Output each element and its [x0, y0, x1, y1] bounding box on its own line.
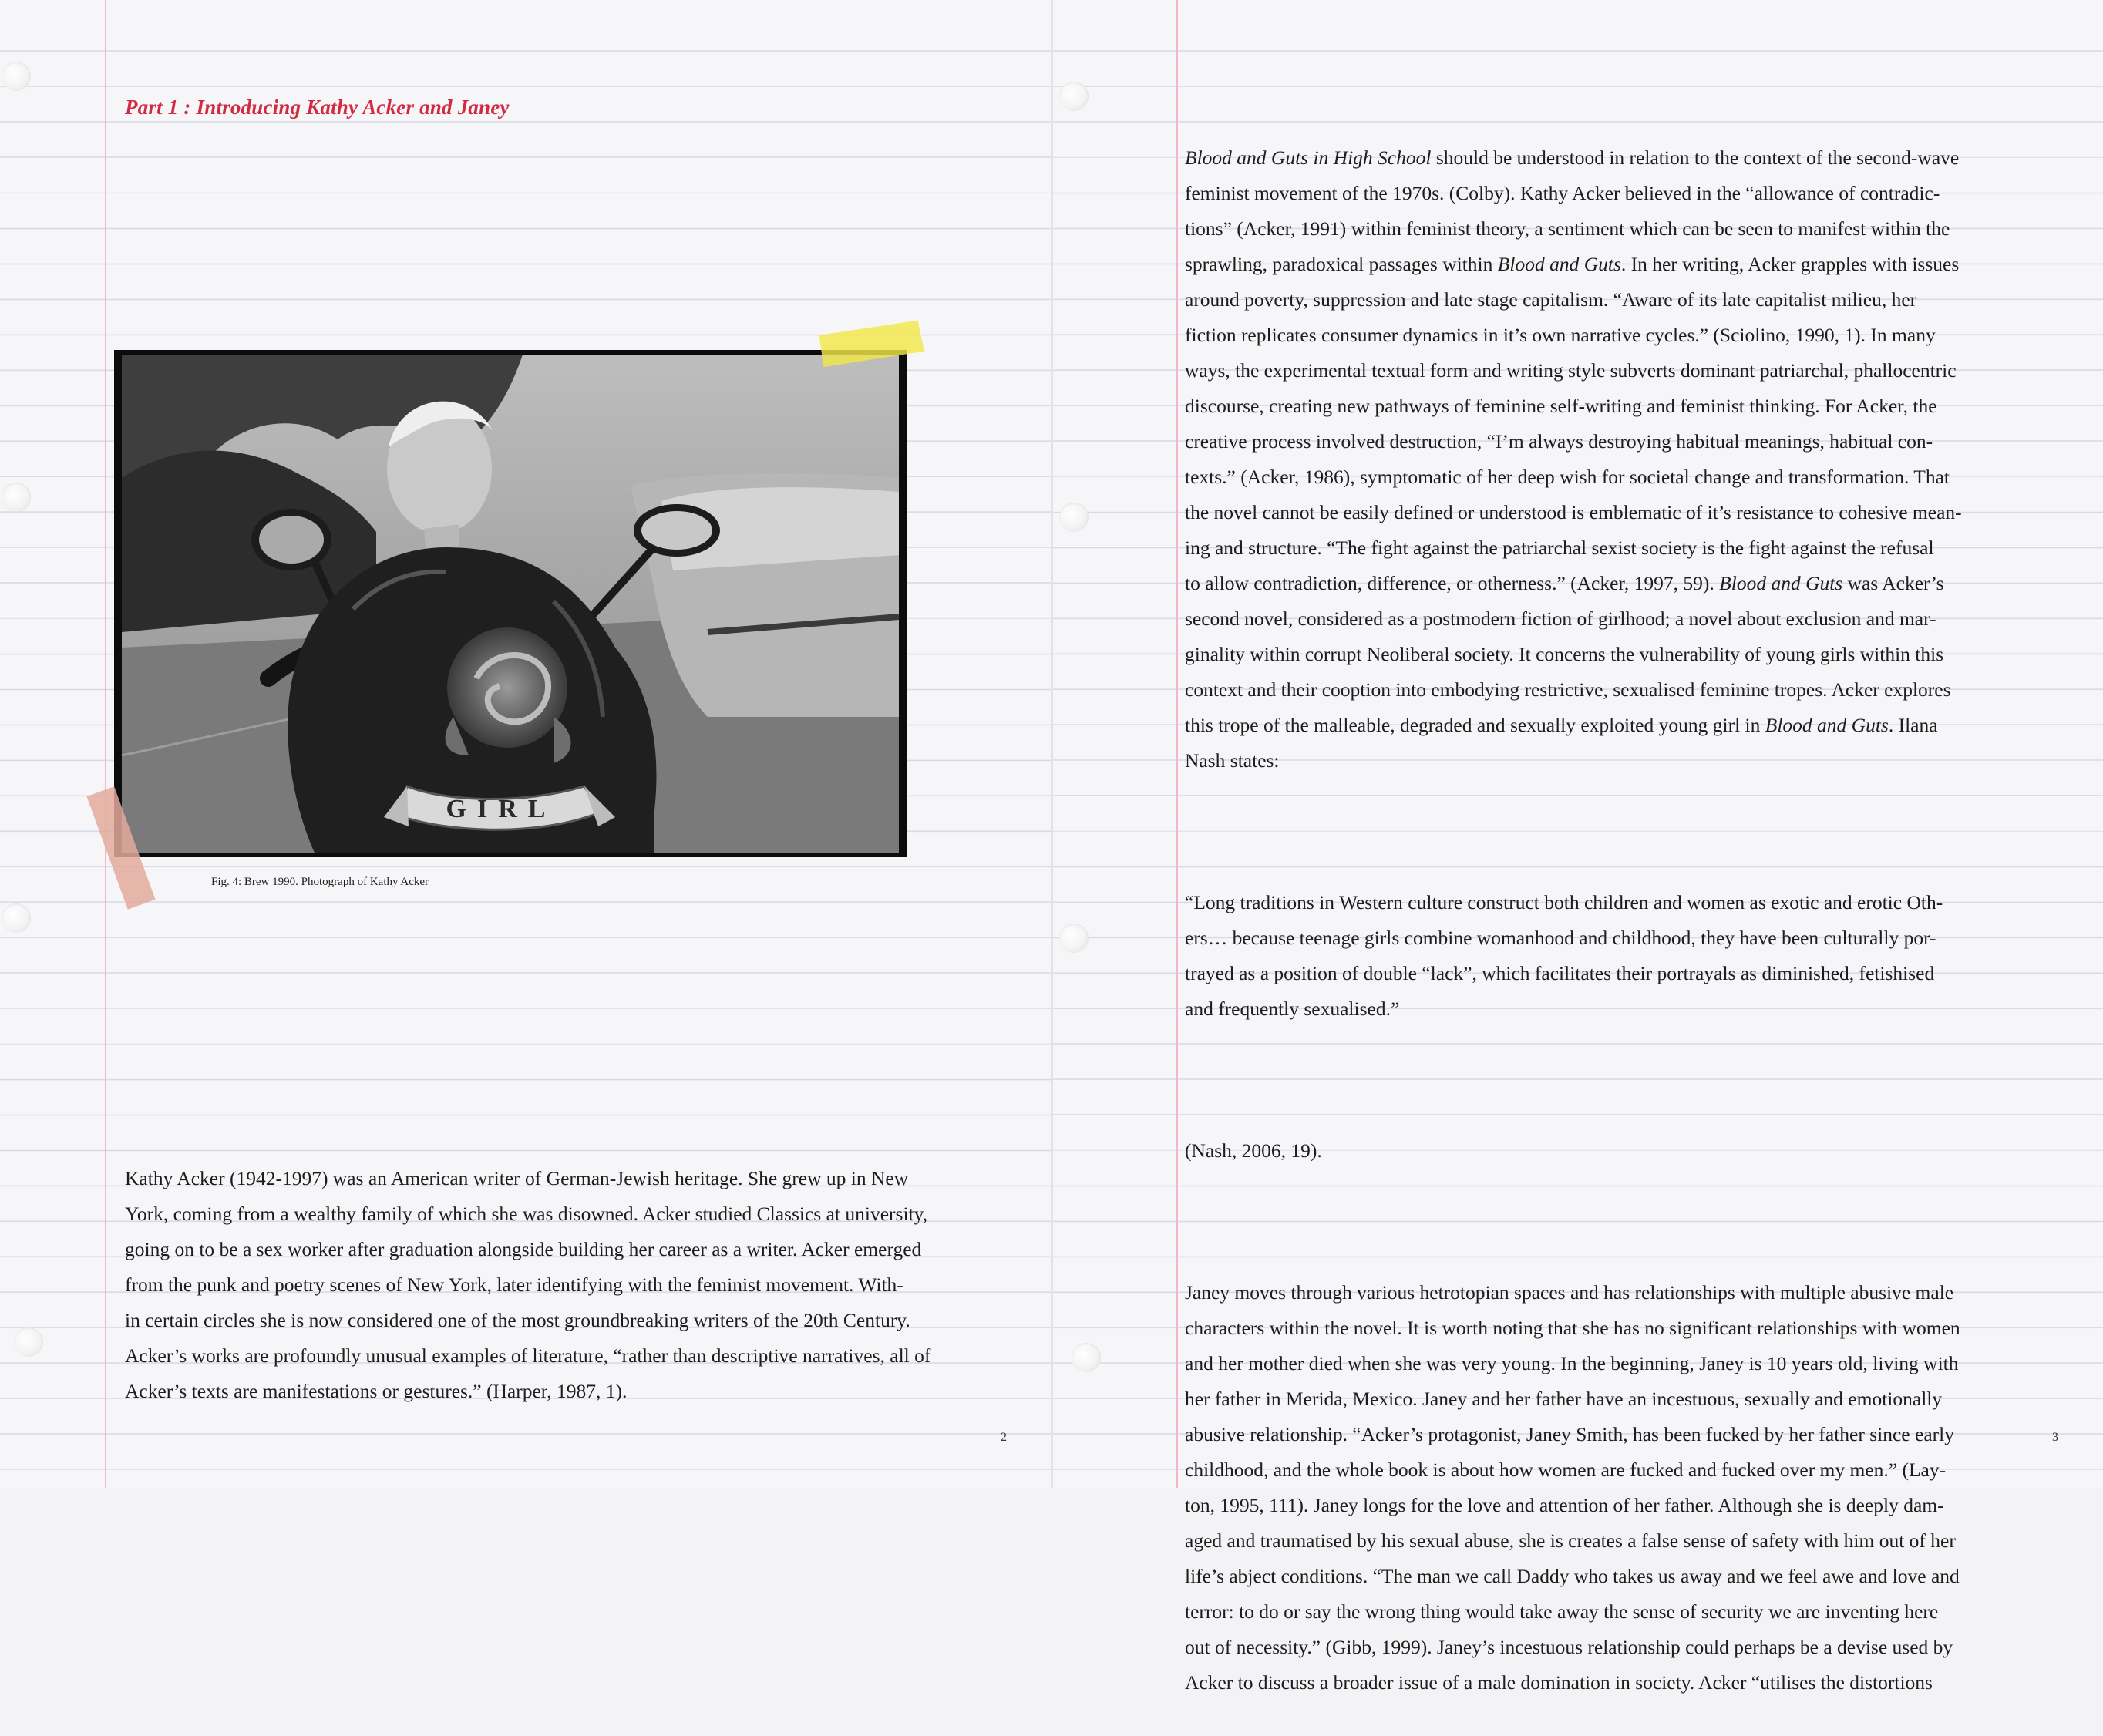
binder-hole [2, 62, 31, 91]
photo-figure [114, 350, 907, 857]
block-quote [1185, 885, 2064, 1027]
binder-hole [1072, 1343, 1101, 1372]
body-paragraph [1185, 1275, 2064, 1701]
book-title: Blood and Guts [1497, 253, 1621, 275]
right-page [1053, 0, 2103, 1694]
kathy-acker-photo [122, 355, 899, 853]
binder-hole [1059, 503, 1089, 532]
book-title: Blood and Guts [1765, 714, 1889, 736]
binder-hole [1059, 924, 1089, 953]
text-run: was Acker’s second novel, considered as a postmodern fiction of girlhood; a novel about exclusion and mar- ginality within corrupt Neoliberal society. It concerns the vulnerability of young girls within this context and their cooption into embodying restrictive, sexualised feminine tropes. Acker explores this trope of the malleable, degraded and sexually exploited young girl in [1185, 572, 1951, 736]
figure-caption: Fig. 4: Brew 1990. Photograph of Kathy Acker [211, 876, 429, 888]
text-run: “Long traditions in Western culture construct both children and women as exotic and erotic Oth- ers… because teenage girls combine womanhood and childhood, they have been culturally por- trayed as a position of double “lack”, which facilitates their portrayals as diminished, fetishised and frequently sexualised.” [1185, 891, 1943, 1020]
margin-line [105, 0, 106, 1488]
text-run: should be understood in relation to the context of the second-wave feminist movement of the 1970s. (Colby). Kathy Acker believed in the “allowance of contradic- tions” (Acker, 1991) within feminist theory, a sentiment which can be seen to manifest within the sprawling, paradoxical passages within [1185, 146, 1960, 275]
left-body-paragraph: Kathy Acker (1942-1997) was an American writer of German-Jewish heritage. She grew up in New York, coming from a wealthy family of which she was disowned. Acker studied Classics at university, going on to be a sex worker after graduation alongside building her career as a writer. Acker emerged from the punk and poetry scenes of New York, later identifying with the feminist movement. With- in certain circles she is now considered one of the most groundbreaking writers of the 20th Century. Acker’s works are profoundly unusual examples of literature, “rather than descriptive narratives, all of Acker’s texts are manifestations or gestures.” (Harper, 1987, 1). [125, 1167, 931, 1402]
text-run: . Ilana Nash states: [1185, 714, 1938, 772]
text-run: Janey moves through various hetrotopian spaces and has relationships with multiple abusive male characters within the novel. It is worth noting that she has no significant relationships with women and her mother died when she was very young. In the beginning, Janey is 10 years old, living with her father in Merida, Mexico. Janey and her father have an incestuous, sexually and emotionally abusive relationship. “Acker’s protagonist, Janey Smith, has been fucked by her father since early childhood, and the whole book is about how women are fucked and fucked over my men.” (Lay- ton, 1995, 111). Janey longs for the love and attention of her father. Although she is deeply dam- aged and traumatised by his sexual abuse, she is creates a false sense of safety with him out of her life’s abject conditions. “The man we call Daddy who takes us away and we feel awe and love and terror: to do or say the wrong thing would take away the sense of security we are inventing here out of necessity.” (Gibb, 1999). Janey’s incestuous relationship could perhaps be a devise used by Acker to discuss a broader issue of a male domination in society. Acker “utilises the distortions [1185, 1281, 1960, 1694]
book-title: Blood and Guts in High School [1185, 146, 1432, 169]
jacket-text: GIRL [446, 795, 557, 823]
left-page [0, 0, 1053, 1488]
section-heading: Part 1 : Introducing Kathy Acker and Janey [125, 96, 510, 119]
binder-hole [2, 903, 31, 933]
binder-hole [14, 1327, 43, 1357]
page-number: 2 [1001, 1431, 1007, 1444]
right-body-text [1185, 69, 2064, 1736]
page-number: 3 [2052, 1431, 2058, 1444]
book-title: Blood and Guts [1719, 572, 1843, 594]
quote-citation [1185, 1133, 2064, 1169]
margin-line [1176, 0, 1178, 1488]
binder-hole [2, 483, 31, 512]
text-run: . In her writing, Acker grapples with issues around poverty, suppression and late stage capitalism. “Aware of its late capitalist milieu, her fiction replicates consumer dynamics in it’s own narrative cycles.” (Sciolino, 1990, 1). In many ways, the experimental textual form and writing style subverts dominant patriarchal, phallocentric discourse, creating new pathways of feminine self-writing and feminist thinking. For Acker, the creative process involved destruction, “I’m always destroying habitual meanings, habitual con- texts.” (Acker, 1986), symptomatic of her deep wish for societal change and transformation. That the novel cannot be easily defined or understood is emblematic of it’s resistance to cohesive mean- ing and structure. “The fight against the patriarchal sexist society is the fight against the refusal to allow contradiction, difference, or otherness.” (Acker, 1997, 59). [1185, 253, 1962, 594]
binder-hole [1059, 82, 1089, 111]
text-run: (Nash, 2006, 19). [1185, 1139, 1322, 1162]
body-paragraph [1185, 105, 2064, 779]
